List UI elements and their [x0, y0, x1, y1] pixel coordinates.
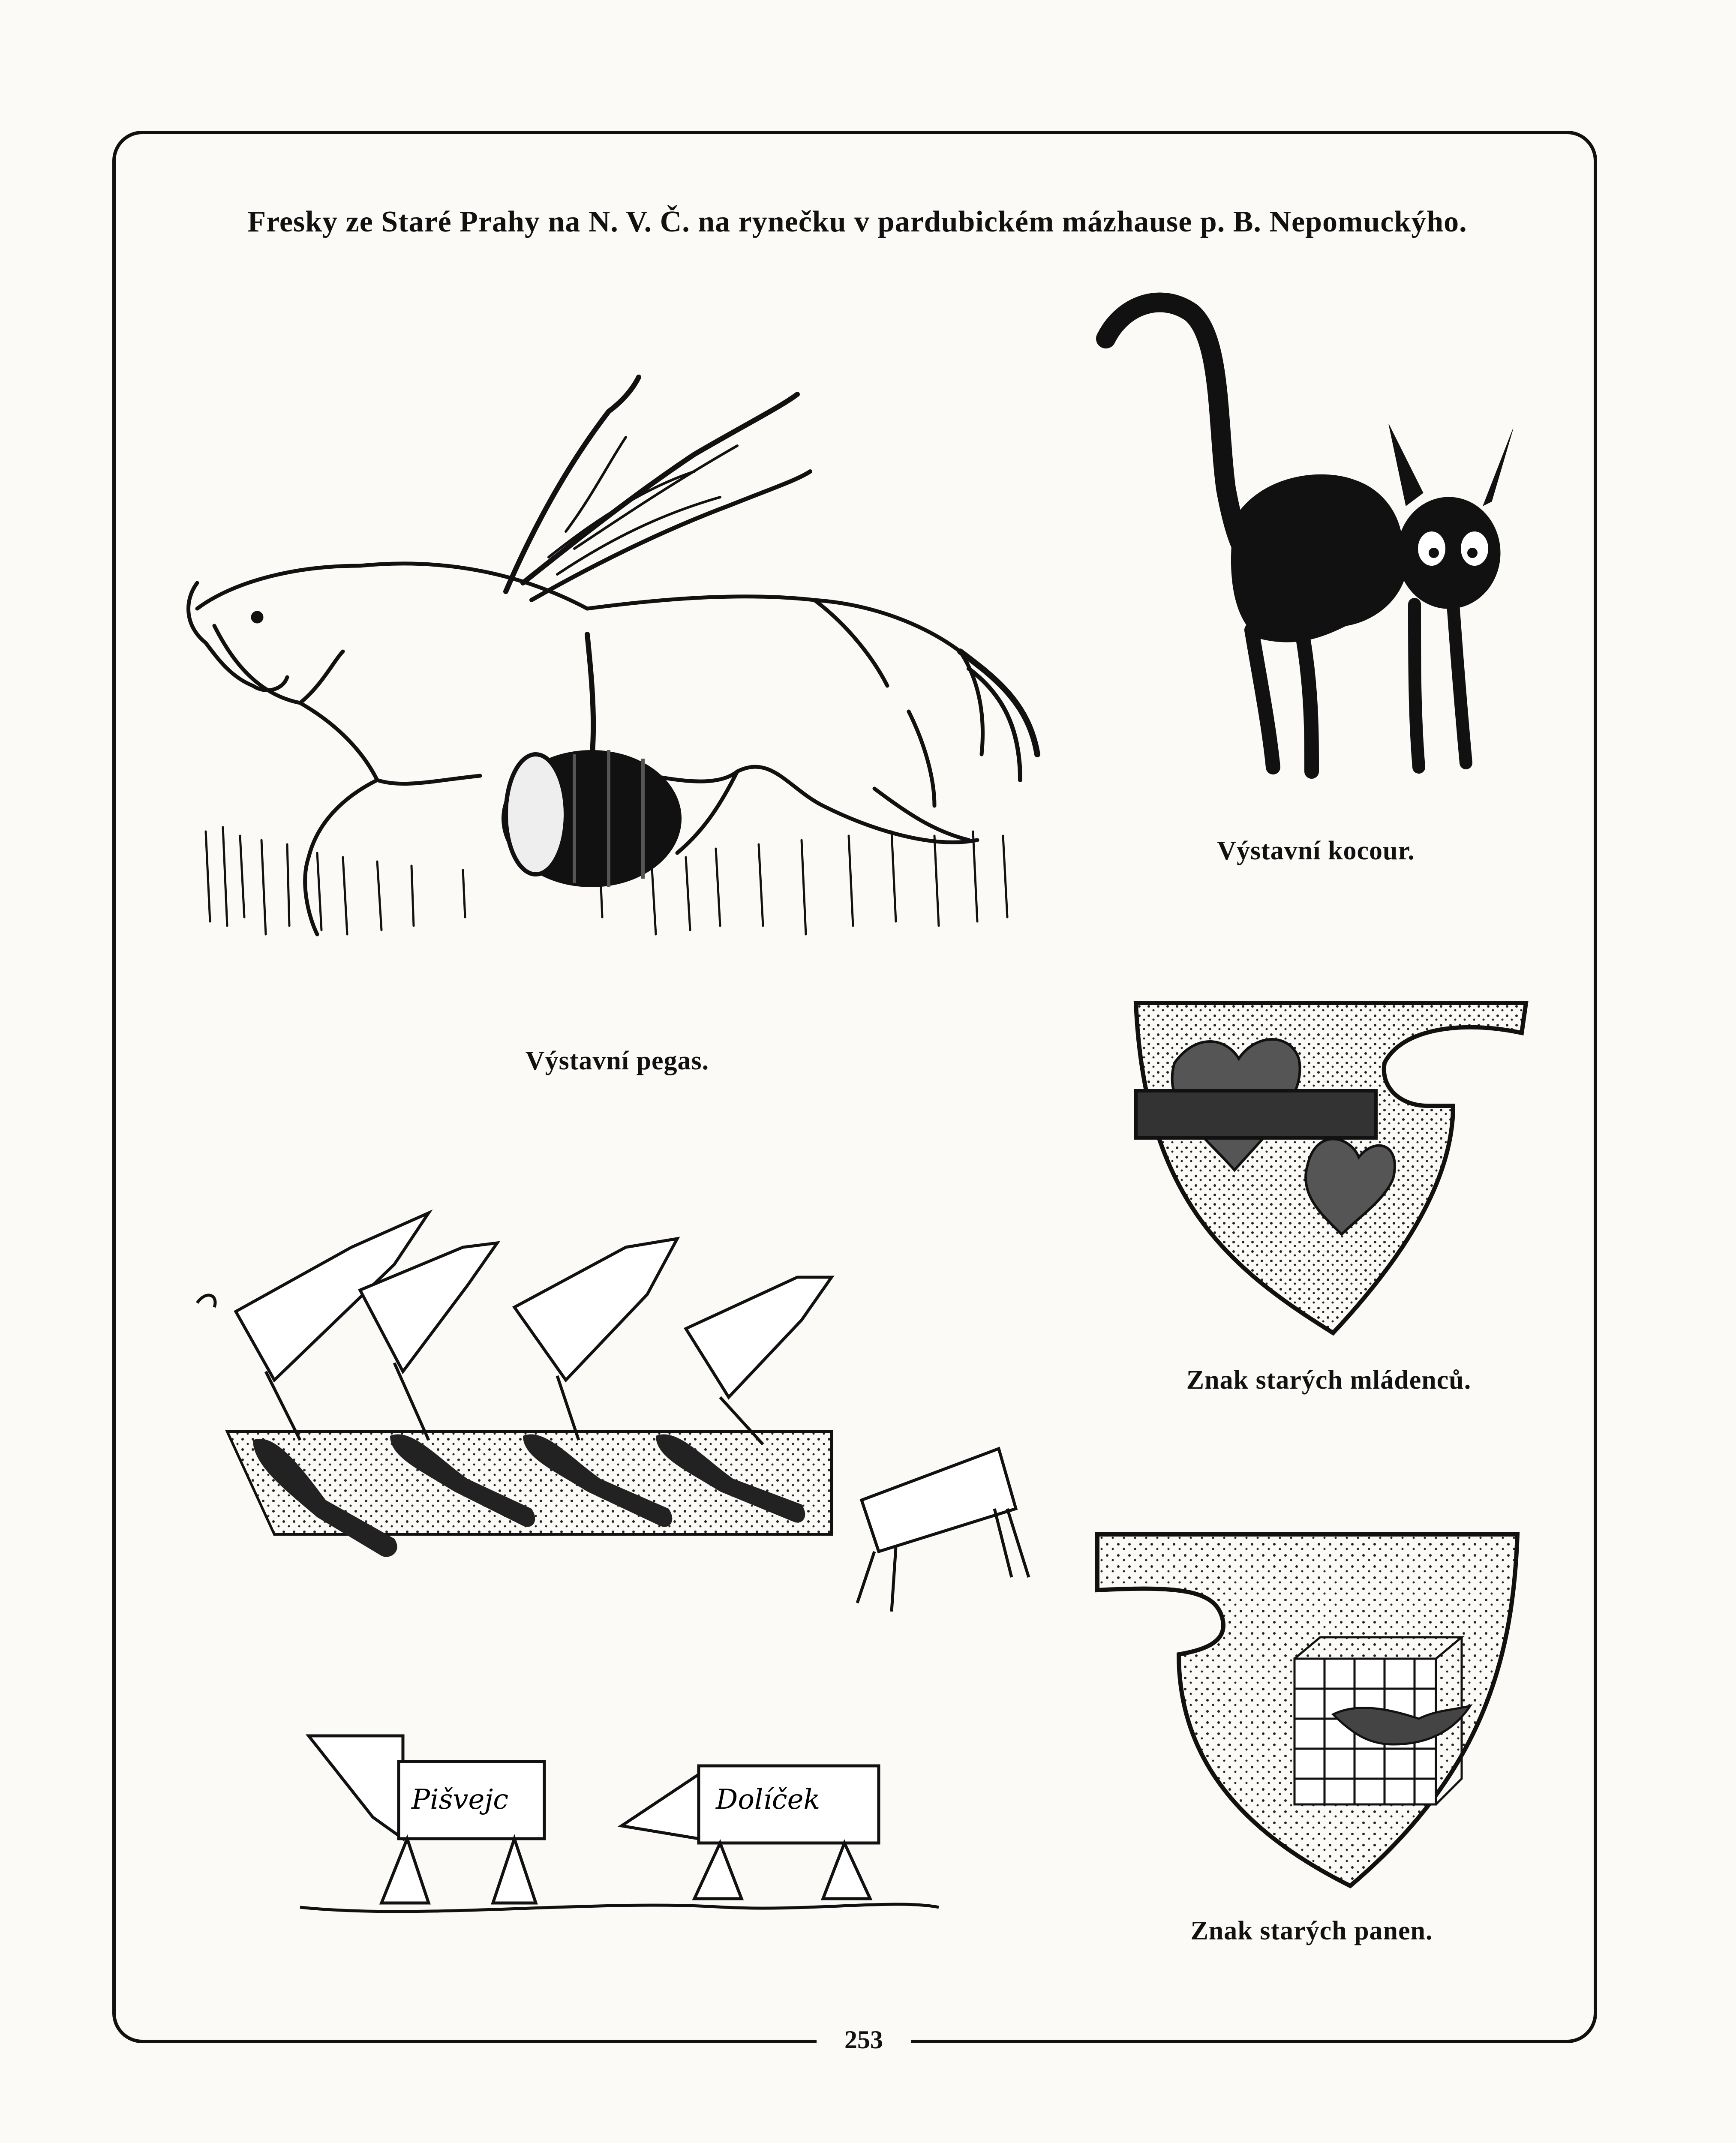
pegasus-illustration: [180, 326, 1063, 1033]
page-title: Fresky ze Staré Prahy na N. V. Č. na rynečku v pardubickém mázhause p. B. Nepomuckýho.: [247, 205, 1467, 238]
signboard-creatures-drawing: [296, 1719, 947, 1933]
bachelors-shield-drawing: [1127, 994, 1530, 1337]
sign-left-text: Pišvejc: [411, 1784, 509, 1816]
signboard-creatures: [296, 1719, 947, 1933]
sausage-fresco: [189, 1200, 1046, 1629]
kocour-caption: Výstavní kocour.: [1217, 836, 1415, 865]
cat-illustration: [1097, 296, 1526, 801]
sausage-fresco-drawing: [189, 1200, 1046, 1629]
panny-caption: Znak starých panen.: [1190, 1916, 1433, 1945]
bachelors-shield: [1127, 994, 1530, 1337]
page-number: 253: [817, 2025, 911, 2055]
pegas-caption: Výstavní pegas.: [525, 1046, 709, 1075]
mladenci-caption: Znak starých mládenců.: [1186, 1366, 1472, 1395]
maids-shield-drawing: [1093, 1530, 1522, 1894]
barrel-icon: [502, 750, 682, 887]
pegasus-drawing: [180, 326, 1063, 1033]
cat-drawing: [1097, 296, 1526, 801]
maids-shield: [1093, 1530, 1522, 1894]
sign-right-text: Dolíček: [716, 1784, 820, 1816]
